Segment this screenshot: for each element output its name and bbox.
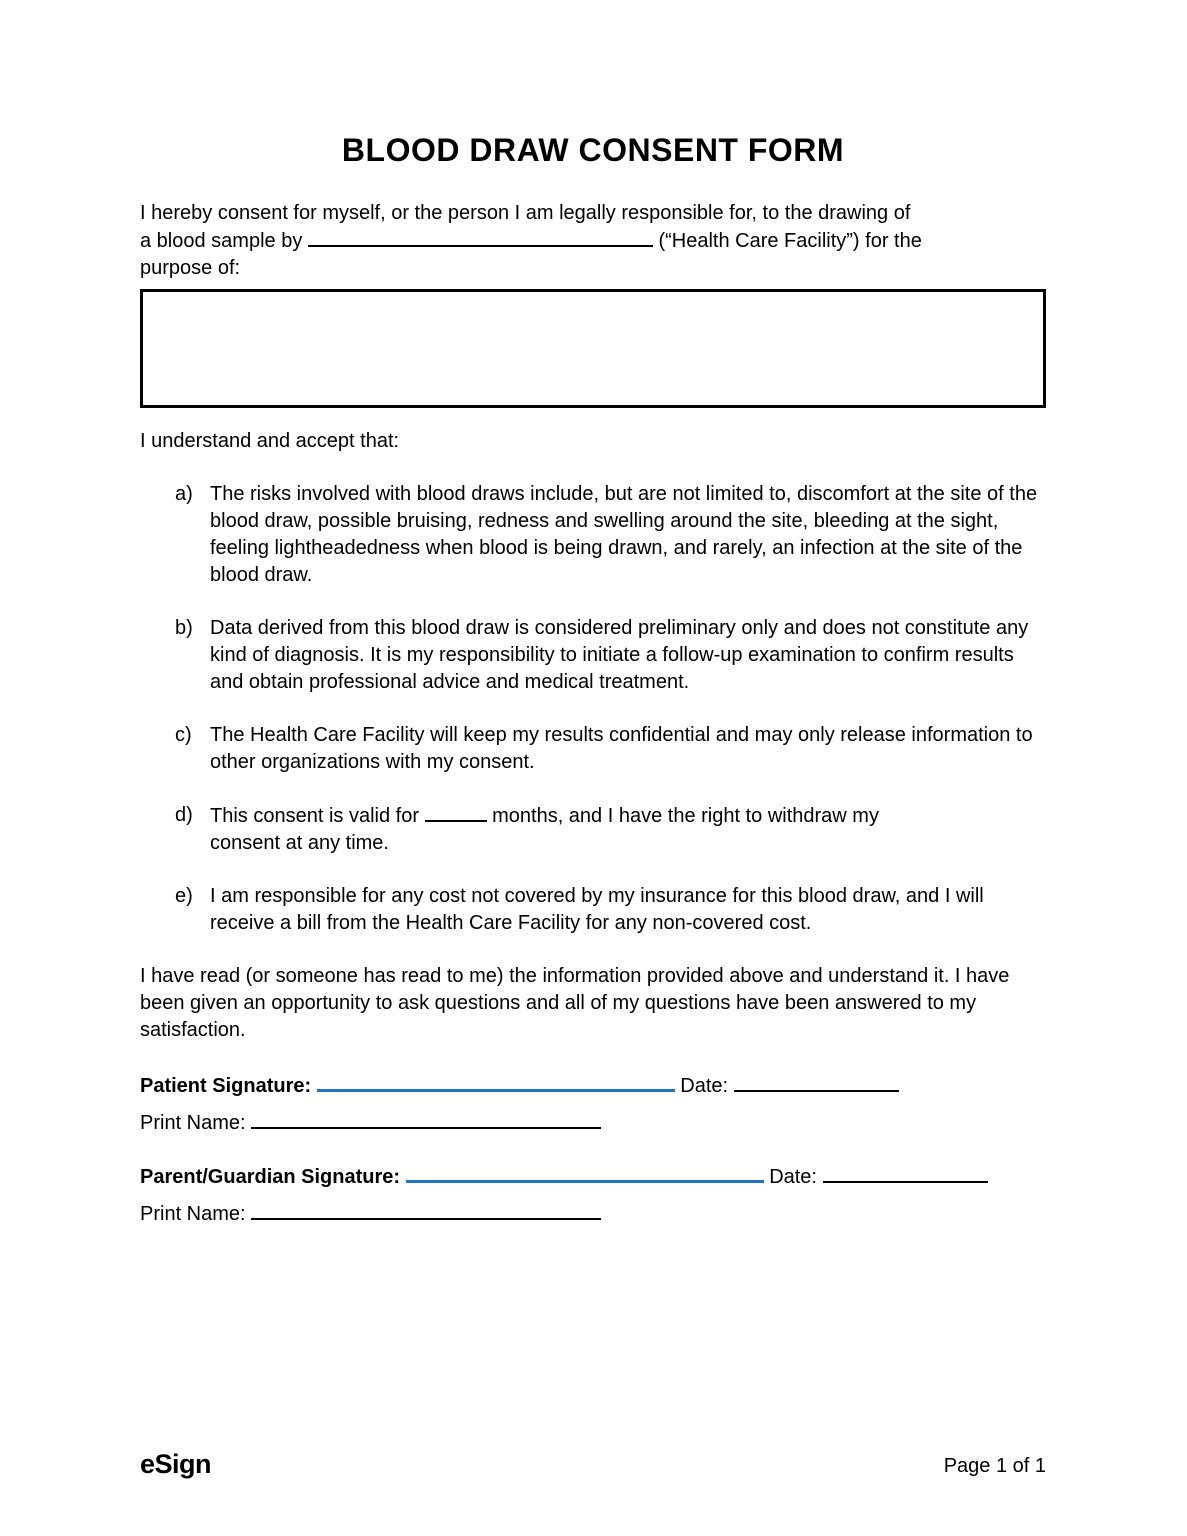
item-d-marker: d) <box>175 804 193 826</box>
intro-line1: I hereby consent for myself, or the person I am legally responsible for, to the drawing of <box>140 202 911 224</box>
item-c-marker: c) <box>175 724 192 746</box>
form-title: BLOOD DRAW CONSENT FORM <box>341 132 845 168</box>
patient-print-name-label: Print Name: <box>140 1112 246 1134</box>
esign-logo: eSign <box>140 1449 212 1479</box>
consent-item-a <box>175 481 1046 589</box>
item-d-after-blank: months, and I have the right to withdraw my <box>492 805 879 827</box>
item-a-marker: a) <box>175 483 193 505</box>
guardian-print-name-row <box>140 1200 1046 1228</box>
patient-date-line[interactable] <box>734 1072 899 1092</box>
closing-paragraph: I have read (or someone has read to me) the information provided above and understand it. I have been given an opportunity to ask questions and all of my questions have been answered to my satisfaction. <box>140 965 1010 1041</box>
item-c-text: The Health Care Facility will keep my results confidential and may only release information to other organizations with my consent. <box>210 724 1033 773</box>
consent-item-c <box>175 722 1046 776</box>
purpose-textbox[interactable] <box>140 289 1046 408</box>
consent-list <box>140 455 1046 937</box>
guardian-print-name-label: Print Name: <box>140 1203 246 1225</box>
consent-item-b <box>175 615 1046 696</box>
page-footer <box>140 1450 1046 1478</box>
intro-paragraph <box>140 200 1046 282</box>
health-care-facility-blank[interactable] <box>308 227 653 247</box>
item-e-text: I am responsible for any cost not covered by my insurance for this blood draw, and I will receive a bill from the Health Care Facility for any non-covered cost. <box>210 885 984 934</box>
patient-print-name-line[interactable] <box>251 1109 601 1129</box>
item-b-text: Data derived from this blood draw is considered preliminary only and does not constitute any kind of diagnosis. It is my responsibility to initiate a follow-up examination to confirm results and obtain professional advice and medical treatment. <box>210 617 1029 693</box>
item-e-marker: e) <box>175 885 193 907</box>
guardian-print-name-line[interactable] <box>251 1200 601 1220</box>
item-d-before-blank: This consent is valid for <box>210 805 419 827</box>
intro-line3: purpose of: <box>140 257 241 279</box>
intro-line2-before-blank: a blood sample by <box>140 230 303 252</box>
signature-block <box>140 1044 1046 1228</box>
guardian-date-line[interactable] <box>823 1163 988 1183</box>
item-d-line2: consent at any time. <box>210 832 389 854</box>
patient-date-label: Date: <box>680 1075 729 1097</box>
guardian-signature-row <box>140 1163 1046 1191</box>
item-d-text <box>210 802 1046 857</box>
patient-signature-line[interactable] <box>317 1072 675 1092</box>
item-a-text: The risks involved with blood draws include, but are not limited to, discomfort at the site of the blood draw, possible bruising, redness and swelling around the site, bleeding at the sight, feeling lightheadedness when blood is being drawn, and rarely, an infection at the site of the blood draw. <box>210 483 1038 586</box>
intro-line2-after-blank: (“Health Care Facility”) for the <box>658 230 922 252</box>
patient-print-name-row <box>140 1109 1046 1137</box>
guardian-signature-line[interactable] <box>406 1163 764 1183</box>
guardian-signature-label: Parent/Guardian Signature: <box>140 1166 401 1188</box>
guardian-date-label: Date: <box>769 1166 817 1188</box>
accept-statement: I understand and accept that: <box>140 430 400 452</box>
consent-item-d <box>175 802 1046 857</box>
item-b-marker: b) <box>175 617 193 639</box>
consent-item-e <box>175 883 1046 937</box>
page-number: Page 1 of 1 <box>943 1455 1046 1477</box>
months-blank[interactable] <box>425 802 487 822</box>
patient-signature-label: Patient Signature: <box>140 1075 312 1097</box>
patient-signature-row <box>140 1072 1046 1100</box>
